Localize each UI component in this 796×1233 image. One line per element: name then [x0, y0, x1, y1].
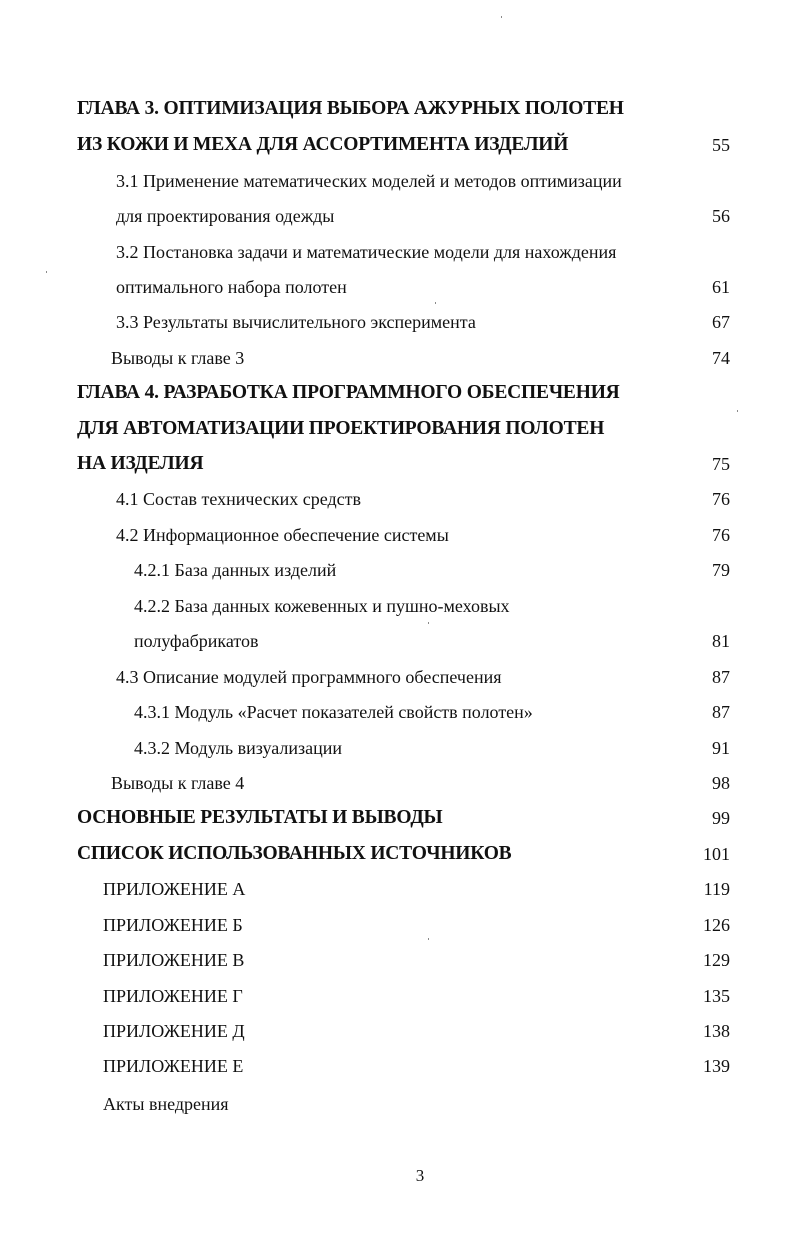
toc-page-number: 76: [712, 525, 730, 545]
toc-appendix-b: [0, 908, 796, 942]
toc-section-4-3: [0, 660, 796, 694]
toc-implementation-acts: [0, 1087, 796, 1121]
toc-appendix-a: [0, 872, 796, 906]
toc-label: Выводы к главе 3: [111, 348, 245, 368]
toc-page-number: 75: [712, 454, 730, 474]
toc-section-4-2: [0, 518, 796, 552]
toc-appendix-e: [0, 1049, 796, 1083]
toc-label: ГЛАВА 4. РАЗРАБОТКА ПРОГРАММНОГО ОБЕСПЕЧЕНИЯ: [77, 382, 620, 403]
page-number: 3: [415, 1166, 425, 1185]
toc-main-results: [0, 801, 796, 835]
toc-label: 4.3 Описание модулей программного обеспечения: [116, 667, 502, 687]
toc-section-3-1-line1: [0, 164, 796, 198]
toc-label: Акты внедрения: [103, 1094, 229, 1114]
toc-page-number: 91: [712, 738, 730, 758]
toc-page-number: 67: [712, 312, 730, 332]
toc-page-number: 87: [712, 667, 730, 687]
toc-label: НА ИЗДЕЛИЯ: [77, 453, 204, 474]
toc-label: оптимального набора полотен: [116, 277, 347, 297]
toc-label: 4.3.1 Модуль «Расчет показателей свойств полотен»: [134, 702, 533, 722]
toc-chapter-3-title-line1: [0, 92, 796, 126]
toc-section-3-3: [0, 305, 796, 339]
toc-page-number: 61: [712, 277, 730, 297]
toc-label: 4.2 Информационное обеспечение системы: [116, 525, 449, 545]
toc-label: ГЛАВА 3. ОПТИМИЗАЦИЯ ВЫБОРА АЖУРНЫХ ПОЛОТЕН: [77, 98, 624, 119]
toc-page-number: 76: [712, 489, 730, 509]
toc-label: ПРИЛОЖЕНИЕ Г: [103, 986, 243, 1006]
toc-label: Выводы к главе 4: [111, 773, 245, 793]
scan-speck: [46, 271, 47, 273]
toc-chapter-4-title-line2: [0, 412, 796, 446]
toc-label: 3.1 Применение математических моделей и методов оптимизации: [116, 171, 622, 191]
toc-section-3-1-line2: [0, 199, 796, 233]
toc-section-4-2-1: [0, 553, 796, 587]
toc-label: 4.2.2 База данных кожевенных и пушно-меховых: [134, 596, 510, 616]
toc-page-number: 101: [703, 844, 730, 864]
toc-section-3-2-line1: [0, 235, 796, 269]
scan-speck: [428, 938, 429, 940]
toc-section-4-2-2-line1: [0, 589, 796, 623]
scan-speck: [435, 302, 436, 304]
toc-page-number: 81: [712, 631, 730, 651]
toc-appendix-d: [0, 1014, 796, 1048]
toc-page-number: 98: [712, 773, 730, 793]
toc-chapter-4-title-line1: [0, 376, 796, 410]
toc-label: ПРИЛОЖЕНИЕ Б: [103, 915, 243, 935]
toc-page-number: 74: [712, 348, 730, 368]
toc-label: 4.3.2 Модуль визуализации: [134, 738, 342, 758]
toc-label: ИЗ КОЖИ И МЕХА ДЛЯ АССОРТИМЕНТА ИЗДЕЛИЙ: [77, 134, 569, 155]
toc-label: для проектирования одежды: [116, 206, 335, 226]
toc-label: ОСНОВНЫЕ РЕЗУЛЬТАТЫ И ВЫВОДЫ: [77, 807, 443, 828]
toc-label: ПРИЛОЖЕНИЕ Д: [103, 1021, 245, 1041]
toc-label: ПРИЛОЖЕНИЕ В: [103, 950, 245, 970]
toc-page-number: 135: [703, 986, 730, 1006]
toc-label: полуфабрикатов: [134, 631, 259, 651]
toc-page-number: 99: [712, 808, 730, 828]
toc-page-number: 55: [712, 135, 730, 155]
toc-section-4-1: [0, 482, 796, 516]
toc-section-4-3-2: [0, 731, 796, 765]
toc-section-3-2-line2: [0, 270, 796, 304]
toc-chapter-3-title-line2: [0, 128, 796, 162]
toc-page-number: 56: [712, 206, 730, 226]
toc-page-number: 138: [703, 1021, 730, 1041]
toc-label: 4.2.1 База данных изделий: [134, 560, 337, 580]
toc-label: ДЛЯ АВТОМАТИЗАЦИИ ПРОЕКТИРОВАНИЯ ПОЛОТЕН: [77, 418, 605, 439]
toc-page-number: 139: [703, 1056, 730, 1076]
toc-appendix-v: [0, 943, 796, 977]
toc-chapter-4-conclusions: [0, 766, 796, 800]
scan-speck: [737, 410, 738, 412]
toc-section-4-2-2-line2: [0, 624, 796, 658]
toc-page-number: 119: [703, 879, 730, 899]
toc-sources: [0, 837, 796, 871]
toc-label: 3.3 Результаты вычислительного эксперимента: [116, 312, 476, 332]
toc-chapter-4-title-line3: [0, 447, 796, 481]
toc-section-4-3-1: [0, 695, 796, 729]
toc-page-number: 126: [703, 915, 730, 935]
toc-page-number: 129: [703, 950, 730, 970]
toc-chapter-3-conclusions: [0, 341, 796, 375]
toc-appendix-g: [0, 979, 796, 1013]
toc-page-number: 79: [712, 560, 730, 580]
toc-label: 4.1 Состав технических средств: [116, 489, 362, 509]
toc-label: 3.2 Постановка задачи и математические модели для нахождения: [116, 242, 617, 262]
toc-page-number: 87: [712, 702, 730, 722]
scan-speck: [501, 16, 502, 18]
scan-speck: [428, 622, 429, 624]
toc-label: СПИСОК ИСПОЛЬЗОВАННЫХ ИСТОЧНИКОВ: [77, 843, 512, 864]
toc-label: ПРИЛОЖЕНИЕ Е: [103, 1056, 244, 1076]
toc-label: ПРИЛОЖЕНИЕ А: [103, 879, 246, 899]
